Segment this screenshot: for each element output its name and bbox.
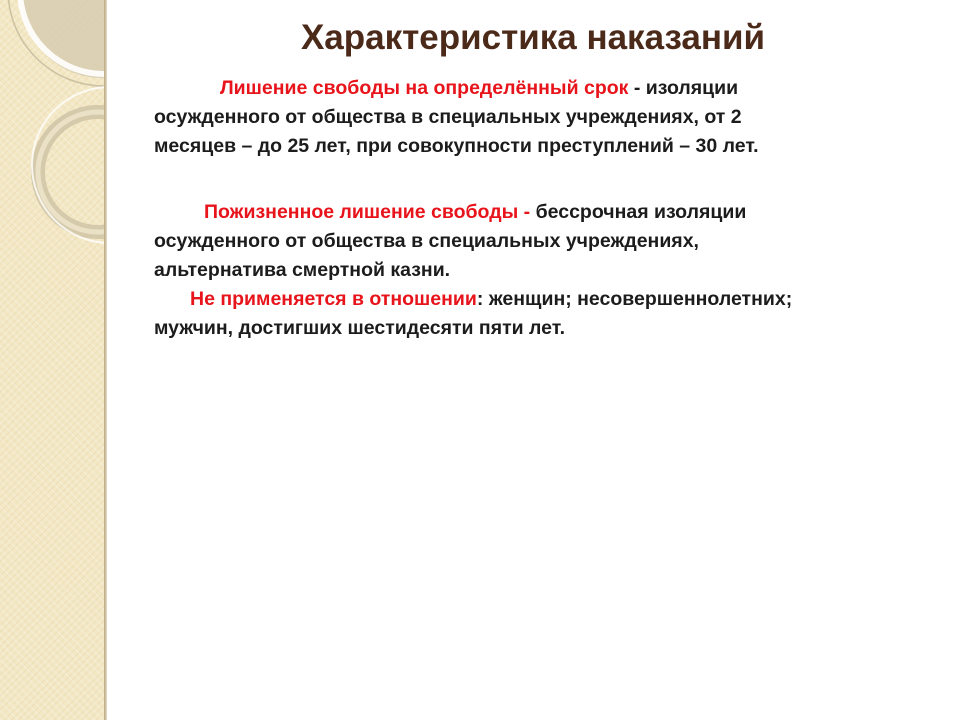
decorative-circles-graphic	[0, 0, 104, 720]
paragraph1-line1	[154, 74, 944, 103]
paragraph1-line1-rest: изоляции	[645, 77, 739, 99]
decorative-sidebar	[0, 0, 104, 720]
paragraph2-line5: мужчин, достигших шестидесяти пяти лет.	[154, 317, 566, 339]
slide-title: Характеристика наказаний	[300, 18, 766, 57]
term-not-applied: Не применяется в отношении	[190, 288, 477, 310]
paragraph2-line2: осужденного от общества в специальных учреждениях,	[154, 230, 699, 252]
exception-list: : женщин; несовершеннолетних;	[476, 288, 793, 310]
paragraph2-line1	[154, 198, 944, 227]
paragraph1-separator: -	[628, 77, 646, 99]
term-fixed-term-imprisonment: Лишение свободы на определённый срок	[220, 77, 629, 99]
paragraph-fixed-term-imprisonment	[154, 74, 944, 161]
paragraph2-line3: альтернатива смертной казни.	[154, 259, 451, 281]
paragraph2-line1-rest: бессрочная изоляции	[530, 201, 747, 223]
paragraph-life-imprisonment	[154, 198, 944, 343]
paragraph2-exception-line	[154, 285, 944, 314]
paragraph1-line2: осужденного от общества в специальных учреждениях, от 2	[154, 106, 742, 128]
term-life-imprisonment: Пожизненное лишение свободы -	[204, 201, 531, 223]
sidebar-border	[104, 0, 107, 720]
paragraph1-line3: месяцев – до 25 лет, при совокупности преступлений – 30 лет.	[154, 135, 759, 157]
